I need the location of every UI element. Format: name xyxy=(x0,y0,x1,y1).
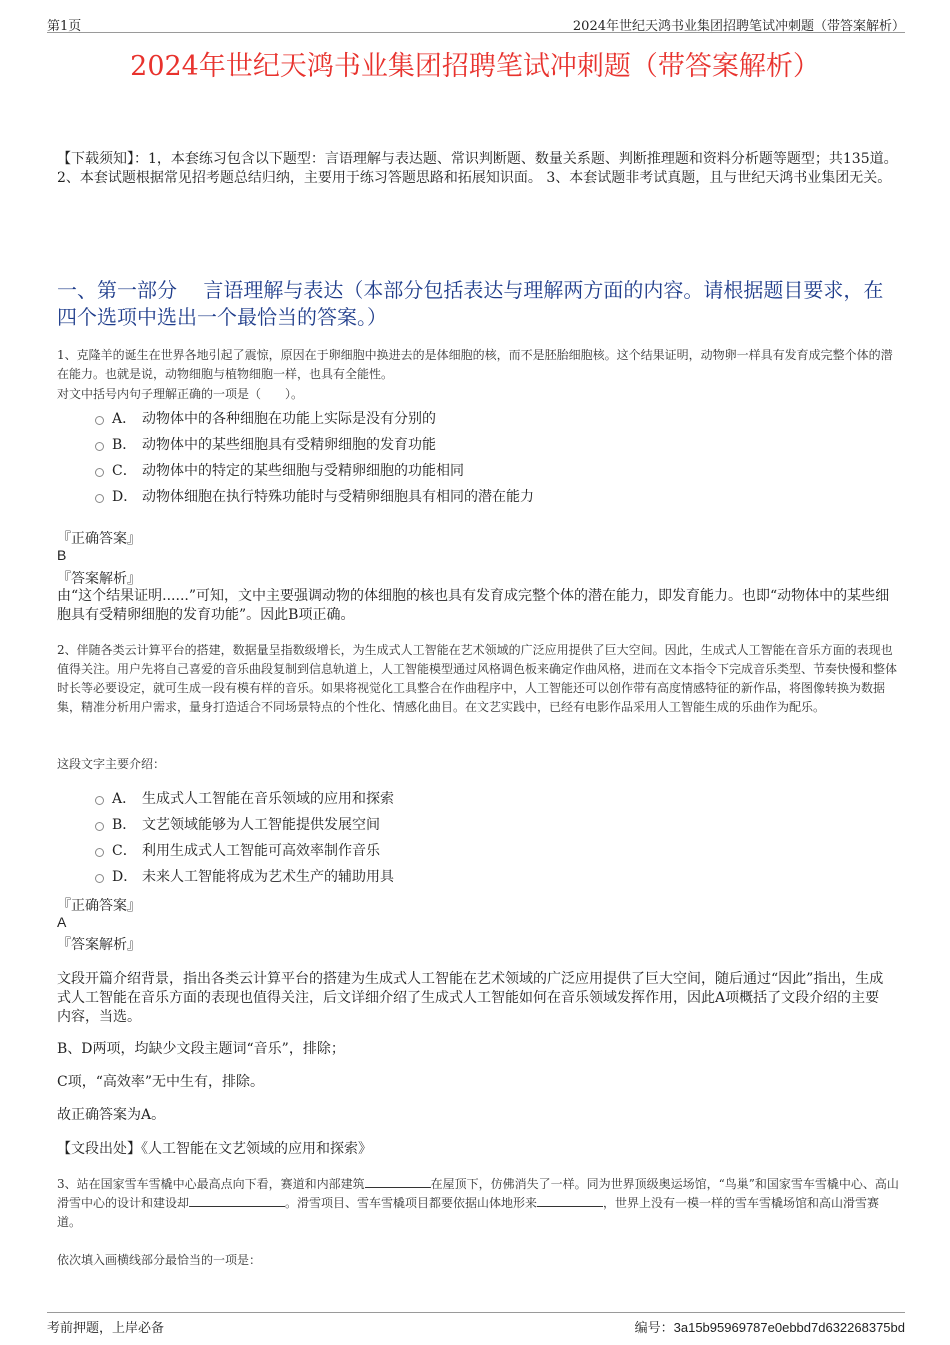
answer-label: 『正确答案』 xyxy=(57,531,141,547)
explain-label: 『答案解析』 xyxy=(57,571,141,587)
header-doc-title: 2024年世纪天鸿书业集团招聘笔试冲刺题（带答案解析） xyxy=(572,19,905,34)
fill-blank-2[interactable] xyxy=(189,1194,285,1207)
radio-icon[interactable] xyxy=(95,416,104,425)
question-2-explanation: 文段开篇介绍背景，指出各类云计算平台的搭建为生成式人工智能在艺术领域的广泛应用提供了巨大空间，随后通过“因此”指出，生成式人工智能在音乐方面的表现也值得关注，后文详细介绍了生成式人工智能如何在音乐领域发挥作用，因此A项概括了文段介绍的主要内容，当选。 xyxy=(57,971,884,1025)
footer-slogan: 考前押题，上岸必备 xyxy=(47,1321,165,1336)
option-b[interactable]: B． 文艺领域能够为人工智能提供发展空间 xyxy=(95,811,895,837)
radio-icon[interactable] xyxy=(95,874,104,883)
option-d[interactable]: D． 动物体细胞在执行特殊功能时与受精卵细胞具有相同的潜在能力 xyxy=(95,483,895,509)
option-d[interactable]: D． 未来人工智能将成为艺术生产的辅助用具 xyxy=(95,863,895,889)
option-a[interactable]: A． 生成式人工智能在音乐领域的应用和探索 xyxy=(95,785,895,811)
question-2-explanation-bd: B、D两项，均缺少文段主题词“音乐”，排除； xyxy=(57,1041,345,1057)
question-3-prompt: 依次填入画横线部分最恰当的一项是： xyxy=(57,1253,262,1267)
question-2-answer: A xyxy=(57,914,67,930)
question-2-source: 【文段出处】《人工智能在文艺领域的应用和探索》 xyxy=(57,1141,372,1157)
fill-blank-1[interactable] xyxy=(365,1175,431,1188)
option-c[interactable]: C． 动物体中的特定的某些细胞与受精卵细胞的功能相同 xyxy=(95,457,895,483)
radio-icon[interactable] xyxy=(95,442,104,451)
radio-icon[interactable] xyxy=(95,494,104,503)
option-c[interactable]: C． 利用生成式人工智能可高效率制作音乐 xyxy=(95,837,895,863)
section-heading: 一、第一部分 言语理解与表达（本部分包括表达与理解两方面的内容。请根据题目要求，在四个选项中选出一个最恰当的答案。） xyxy=(57,278,884,329)
radio-icon[interactable] xyxy=(95,796,104,805)
page-header xyxy=(47,12,905,33)
question-3-text: 3、站在国家雪车雪橇中心最高点向下看，赛道和内部建筑 在屋顶下，仿佛消失了一样。同为世界顶级奥运场馆，“鸟巢”和国家雪车雪橇中心、高山滑雪中心的设计和建设却 。滑雪项目、雪车雪橇项目都要依据山体地形来 ，世界上没有一模一样的雪车雪橇场馆和高山滑雪赛道。 xyxy=(57,1177,899,1229)
question-1-text: 1、克隆羊的诞生在世界各地引起了震惊，原因在于卵细胞中换进去的是体细胞的核，而不是胚胎细胞核。这个结果证明，动物卵一样具有发育成完整个体的潜在能力。也就是说，动物细胞与植物细胞一样，也具有全能性。 xyxy=(57,348,893,381)
question-1-explanation: 由“这个结果证明......”可知，文中主要强调动物的体细胞的核也具有发育成完整个体的潜在能力，即发育能力。也即“动物体中的某些细胞具有受精卵细胞的发育功能”。因此B项正确。 xyxy=(57,588,890,623)
question-1-options xyxy=(95,405,895,509)
footer-code: 编号：3a15b95969787e0ebbd7d632268375bd xyxy=(634,1320,905,1336)
radio-icon[interactable] xyxy=(95,822,104,831)
radio-icon[interactable] xyxy=(95,848,104,857)
question-2-explanation-c: C项，“高效率”无中生有，排除。 xyxy=(57,1074,265,1090)
fill-blank-3[interactable] xyxy=(537,1194,603,1207)
question-1-answer: B xyxy=(57,547,67,563)
question-2-prompt: 这段文字主要介绍： xyxy=(57,757,166,771)
document-title: 2024年世纪天鸿书业集团招聘笔试冲刺题（带答案解析） xyxy=(130,51,820,82)
option-b[interactable]: B． 动物体中的某些细胞具有受精卵细胞的发育功能 xyxy=(95,431,895,457)
question-2-options xyxy=(95,785,895,889)
explain-label: 『答案解析』 xyxy=(57,937,141,953)
radio-icon[interactable] xyxy=(95,468,104,477)
question-1-prompt: 对文中括号内句子理解正确的一项是（ ）。 xyxy=(57,387,304,401)
answer-label: 『正确答案』 xyxy=(57,898,141,914)
page-number: 第1页 xyxy=(47,19,82,34)
question-2-conclusion: 故正确答案为A。 xyxy=(57,1107,166,1123)
page-footer xyxy=(47,1312,905,1335)
question-2-text: 2、伴随各类云计算平台的搭建，数据量呈指数级增长，为生成式人工智能在艺术领域的广泛应用提供了巨大空间。因此，生成式人工智能在音乐方面的表现也值得关注。用户先将自己喜爱的音乐曲段复制到信息轨道上，人工智能模型通过风格调色板来确定作曲风格，进而在文本指令下完成音乐类型、节奏快慢和整体时长等必要设定，就可生成一段有模有样的音乐。如果将视觉化工具整合在作曲程序中，人工智能还可以创作带有高度情感特征的新作品，将图像转换为数据集，精准分析用户需求，量身打造适合不同场景特点的个性化、情感化曲目。在文艺实践中，已经有电影作品采用人工智能生成的乐曲作为配乐。 xyxy=(57,643,898,714)
download-notice: 【下载须知】：1，本套练习包含以下题型：言语理解与表达题、常识判断题、数量关系题、判断推理题和资料分析题等题型；共135道。 2、本套试题根据常见招考题总结归纳，主要用于练习答题思路和拓展知识面。 3、本套试题非考试真题，且与世纪天鸿书业集团无关。 xyxy=(57,151,898,186)
option-a[interactable]: A． 动物体中的各种细胞在功能上实际是没有分别的 xyxy=(95,405,895,431)
